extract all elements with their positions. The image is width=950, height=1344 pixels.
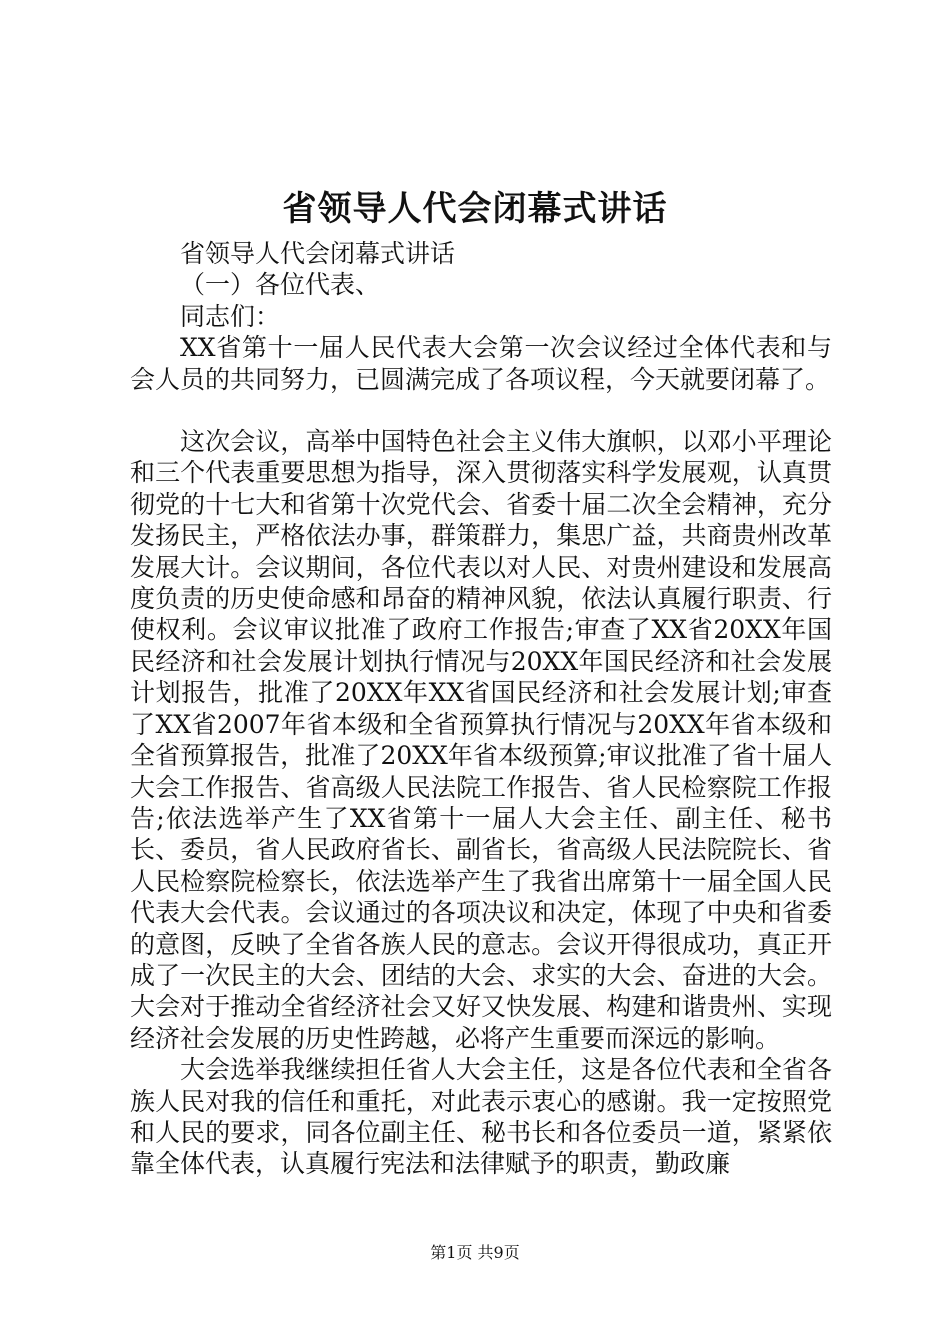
paragraph-salutation: 同志们： — [180, 301, 281, 331]
paragraph-subtitle: 省领导人代会闭幕式讲话 — [180, 239, 456, 268]
document-title: 省领导人代会闭幕式讲话 — [282, 189, 668, 229]
paragraph-opening: XX省第十一届人民代表大会第一次会议经过全体代表和与会人员的共同努力，已圆满完成了各项议程，今天就要闭幕了。 — [130, 333, 832, 394]
page-footer: 第1页 共9页 — [430, 1243, 520, 1262]
paragraph-acceptance: 大会选举我继续担任省人大会主任，这是各位代表和全省各族人民对我的信任和重托，对此表示衷心的感谢。我一定按照党和人民的要求，同各位副主任、秘书长和各位委员一道，紧紧依靠全体代表，认真履行宪法和法律赋予的职责，勤政廉 — [130, 1055, 832, 1179]
paragraph-meeting-summary: 这次会议，高举中国特色社会主义伟大旗帜，以邓小平理论和三个代表重要思想为指导，深入贯彻落实科学发展观，认真贯彻党的十七大和省第十次党代会、省委十届二次全会精神，充分发扬民主，严格依法办事，群策群力，集思广益，共商贵州改革发展大计。会议期间，各位代表以对人民、对贵州建设和发展高度负责的历史使命感和昂奋的精神风貌，依法认真履行职责、行使权利。会议审议批准了政府工作报告;审查了XX省20XX年国民经济和社会发展计划执行情况与20XX年国民经济和社会发展计划报告，批准了20XX年XX省国民经济和社会发展计划;审查了XX省2007年省本级和全省预算执行情况与20XX年省本级和全省预算报告，批准了20XX年省本级预算;审议批准了省十届人大会工作报告、省高级人民法院工作报告、省人民检察院工作报告;依法选举产生了XX省第十一届人大会主任、副主任、秘书长、委员，省人民政府省长、副省长，省高级人民法院院长、省人民检察院检察长，依法选举产生了我省出席第十一届全国人民代表大会代表。会议通过的各项决议和决定，体现了中央和省委的意图，反映了全省各族人民的意志。会议开得很成功，真正开成了一次民主的大会、团结的大会、求实的大会、奋进的大会。大会对于推动全省经济社会又好又快发展、构建和谐贵州、实现经济社会发展的历史性跨越，必将产生重要而深远的影响。 — [130, 427, 832, 1053]
document-body — [130, 238, 832, 1180]
paragraph-section-heading: （一）各位代表、 — [180, 270, 381, 300]
